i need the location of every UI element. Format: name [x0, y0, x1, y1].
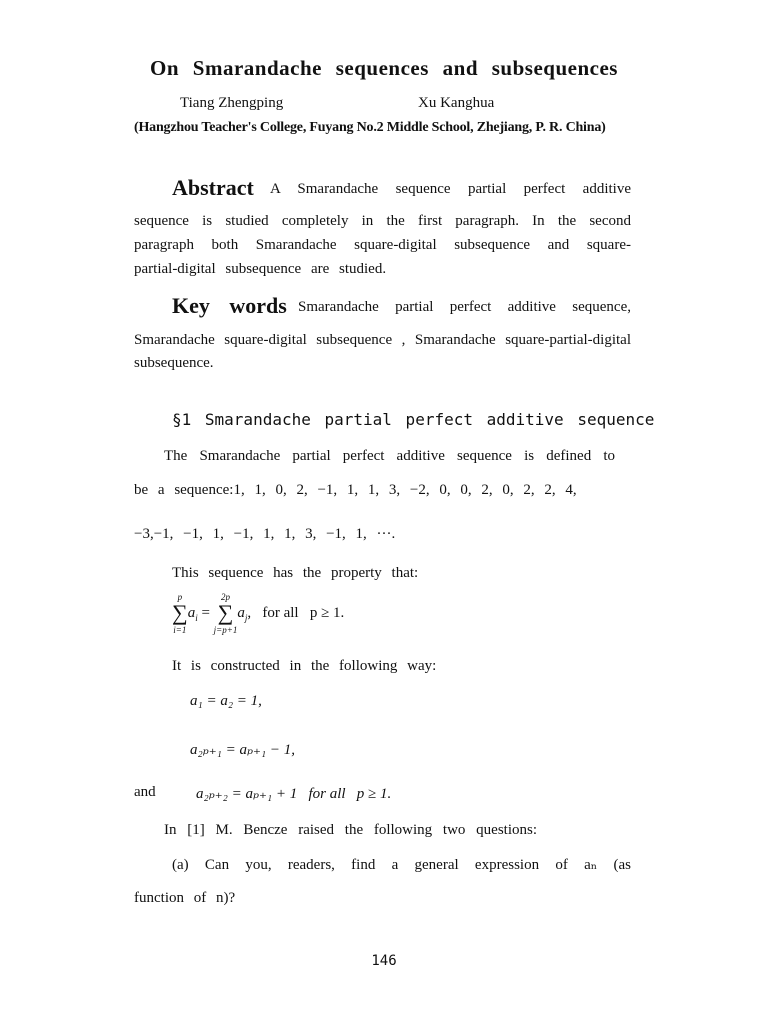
sum-2-upper: 2p	[221, 592, 230, 602]
abstract-line-1: A Smarandache sequence partial perfect additive	[270, 181, 631, 197]
keywords-heading: Key words	[172, 293, 287, 318]
rule-1: a₁ = a₂ = 1,	[190, 693, 262, 709]
equals-sign: =	[201, 604, 210, 621]
section-1-heading: §1 Smarandache partial perfect additive sequence	[172, 410, 655, 429]
term-2-sub: j	[244, 612, 248, 623]
rule-3: a₂ₚ₊₂ = aₚ₊₁ + 1 for all p ≥ 1.	[196, 786, 392, 802]
sum-1	[172, 592, 188, 635]
sum-1-upper: p	[177, 592, 183, 602]
section-1-line-5: It is constructed in the following way:	[172, 658, 437, 674]
author-1: Tiang Zhengping	[180, 95, 284, 111]
abstract-line-4: partial-digital subsequence are studied.	[134, 261, 387, 277]
keywords-line-1: Smarandache partial perfect additive sequence,	[298, 299, 631, 315]
affiliation: (Hangzhou Teacher's College, Fuyang No.2 Middle School, Zhejiang, P. R. China)	[134, 120, 606, 135]
sigma-icon: ∑	[217, 600, 234, 625]
abstract-line-2: sequence is studied completely in the first paragraph. In the second	[134, 213, 631, 229]
term-2: a	[237, 604, 245, 621]
property-formula	[172, 592, 344, 635]
section-1-line-4: This sequence has the property that:	[172, 565, 419, 581]
section-1-line-7: (a) Can you, readers, find a general expression of aₙ (as	[172, 857, 631, 873]
term-1-sub: i	[195, 612, 198, 623]
rule-2: a₂ₚ₊₁ = aₚ₊₁ − 1,	[190, 742, 295, 758]
sum-1-lower: i=1	[173, 625, 187, 635]
section-1-line-1: The Smarandache partial perfect additive sequence is defined to	[164, 448, 615, 464]
sum-2-lower: j=p+1	[213, 625, 238, 635]
and-word: and	[134, 784, 156, 800]
section-1-line-3: −3,−1, −1, 1, −1, 1, 1, 3, −1, 1, ···.	[134, 526, 396, 542]
section-1-line-8: function of n)?	[134, 890, 236, 906]
sum-2	[214, 592, 238, 635]
property-tail: , for all p ≥ 1.	[247, 604, 345, 621]
abstract-line-3: paragraph both Smarandache square-digital subsequence and square-	[134, 237, 631, 253]
paper-title: On Smarandache sequences and subsequences	[150, 56, 618, 80]
author-2: Xu Kanghua	[418, 95, 495, 111]
abstract-heading: Abstract	[172, 175, 254, 200]
section-1-line-2: be a sequence:1, 1, 0, 2, −1, 1, 1, 3, −2, 0, 0, 2, 0, 2, 2, 4,	[134, 482, 577, 498]
keywords-line-3: subsequence.	[134, 355, 214, 371]
sigma-icon: ∑	[172, 600, 188, 625]
keywords-line-2: Smarandache square-digital subsequence , Smarandache square-partial-digital	[134, 332, 631, 348]
section-1-line-6: In [1] M. Bencze raised the following two questions:	[164, 822, 538, 838]
page-number: 146	[371, 953, 397, 969]
term-1: a	[187, 604, 196, 621]
